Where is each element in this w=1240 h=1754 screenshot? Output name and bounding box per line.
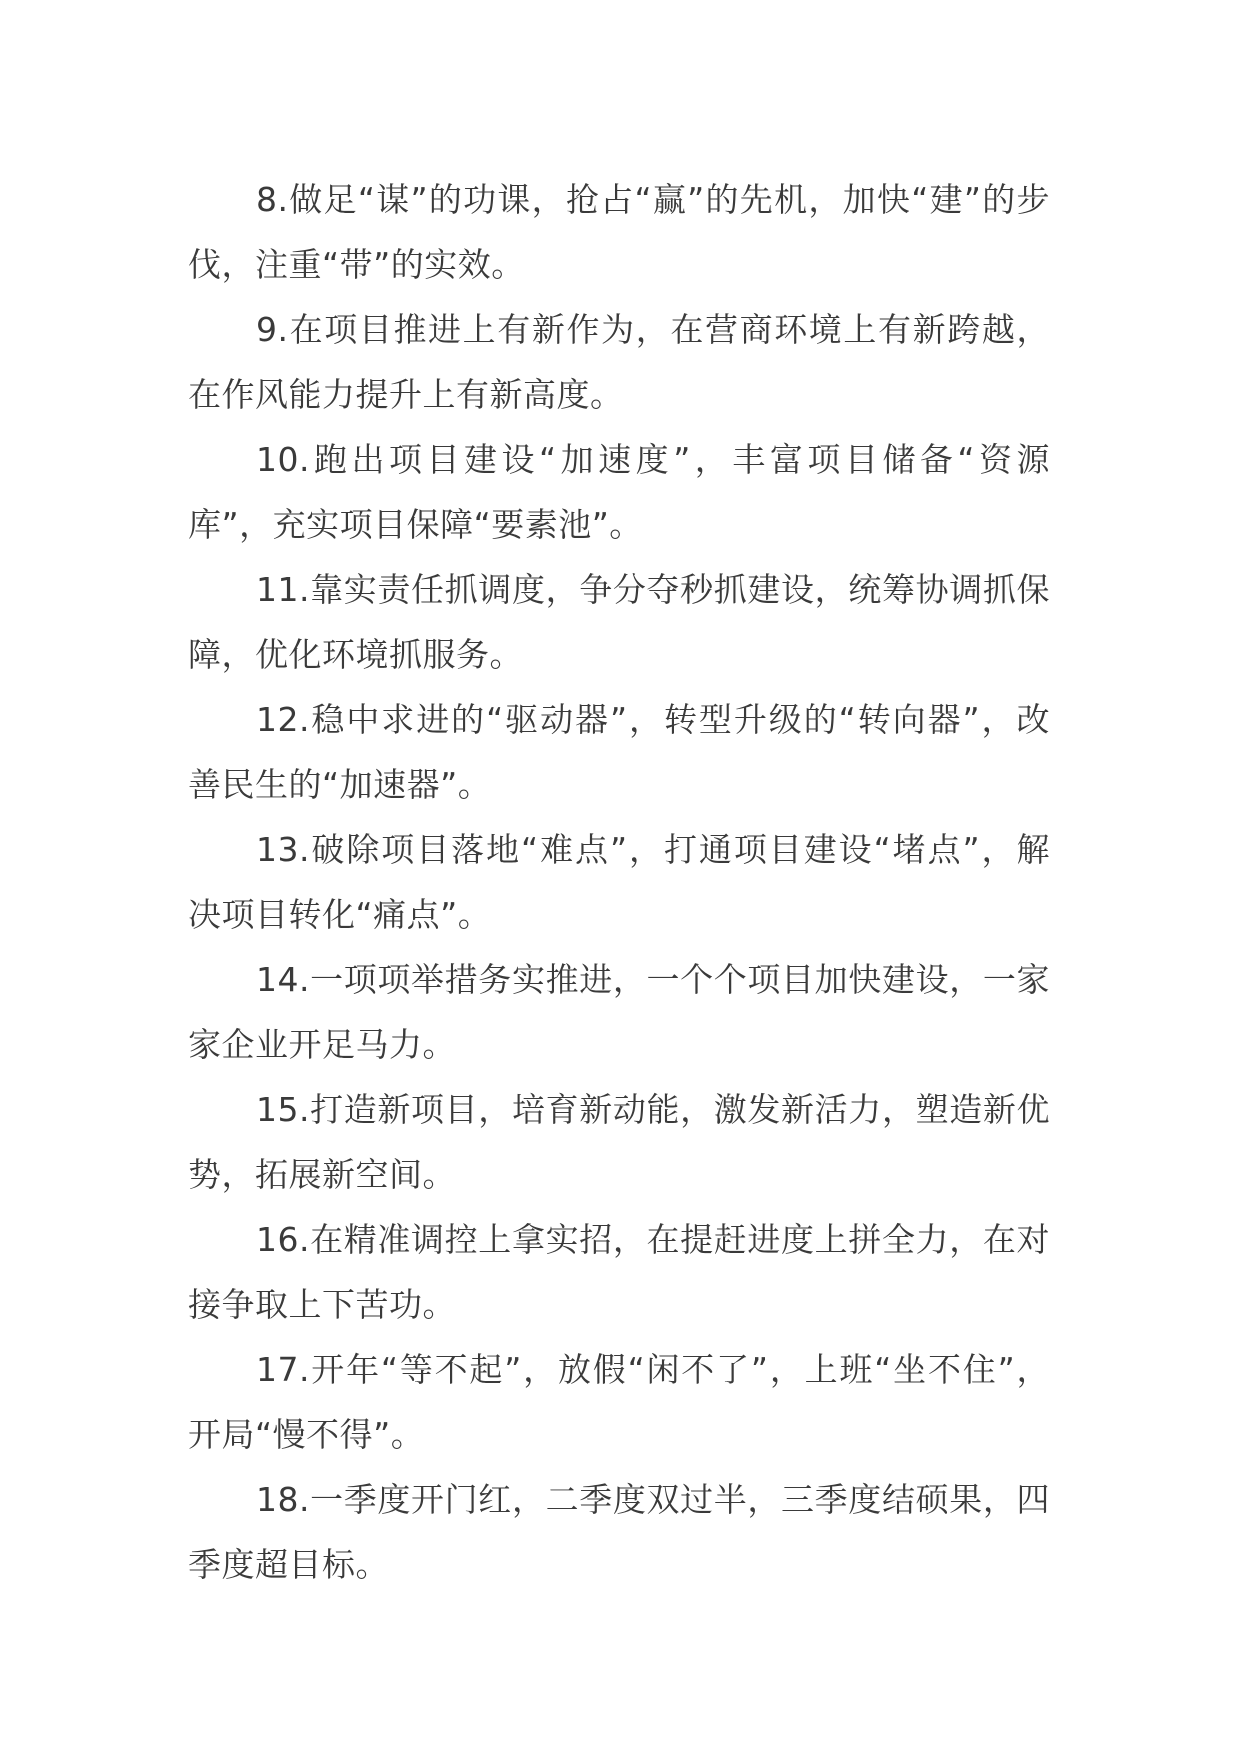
paragraph-12: 12.稳中求进的“驱动器”，转型升级的“转向器”，改善民生的“加速器”。 (188, 700, 1050, 804)
paragraph-13: 13.破除项目落地“难点”，打通项目建设“堵点”，解决项目转化“痛点”。 (188, 830, 1050, 934)
document-body (188, 167, 1050, 1597)
paragraph-16: 16.在精准调控上拿实招，在提赶进度上拼全力，在对接争取上下苦功。 (188, 1220, 1050, 1324)
paragraph-10: 10.跑出项目建设“加速度”，丰富项目储备“资源库”，充实项目保障“要素池”。 (188, 440, 1050, 544)
paragraph-8: 8.做足“谋”的功课，抢占“赢”的先机，加快“建”的步伐，注重“带”的实效。 (188, 180, 1050, 284)
paragraph-15: 15.打造新项目，培育新动能，激发新活力，塑造新优势，拓展新空间。 (188, 1090, 1050, 1194)
paragraph-18: 18.一季度开门红，二季度双过半，三季度结硕果，四季度超目标。 (188, 1480, 1050, 1584)
paragraph-14: 14.一项项举措务实推进，一个个项目加快建设，一家家企业开足马力。 (188, 960, 1050, 1064)
paragraph-17: 17.开年“等不起”，放假“闲不了”，上班“坐不住”，开局“慢不得”。 (188, 1350, 1050, 1454)
paragraph-11: 11.靠实责任抓调度，争分夺秒抓建设，统筹协调抓保障，优化环境抓服务。 (188, 570, 1050, 674)
paragraph-9: 9.在项目推进上有新作为，在营商环境上有新跨越，在作风能力提升上有新高度。 (188, 310, 1050, 414)
